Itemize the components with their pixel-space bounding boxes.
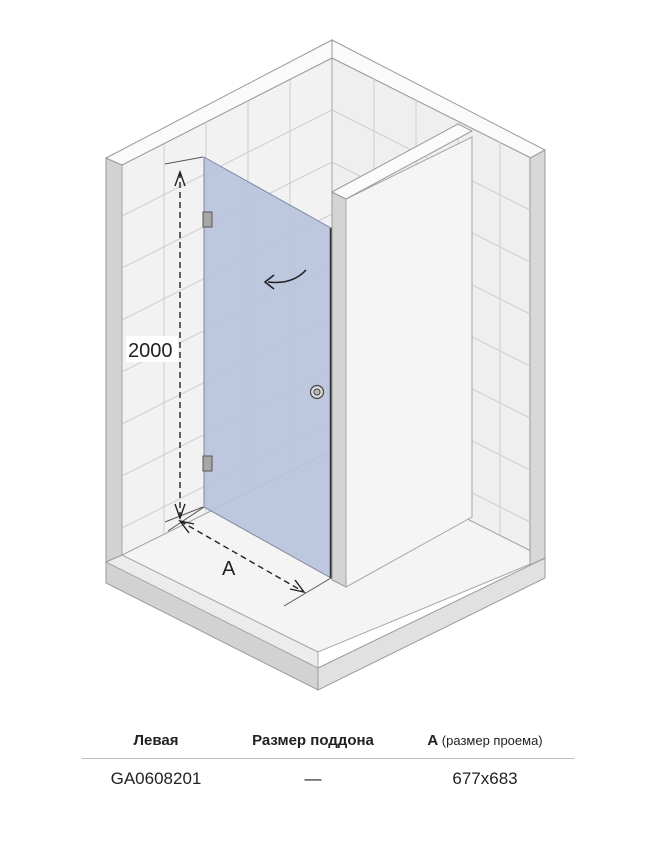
header-tray-size: Размер поддона — [252, 731, 374, 749]
width-dimension-label: A — [222, 558, 236, 580]
height-dimension-label: 2000 — [128, 340, 173, 362]
door-knob — [311, 386, 324, 399]
table-header — [82, 722, 574, 759]
table-row — [82, 759, 574, 799]
header-opening-size — [396, 732, 574, 749]
opening-size-cell: 677x683 — [452, 769, 518, 788]
glass-door — [203, 157, 331, 578]
front-partition-wall — [332, 124, 472, 587]
article-cell: GA0608201 — [110, 769, 202, 788]
specification-table — [82, 722, 574, 799]
header-opening-main: A — [427, 731, 438, 749]
header-opening-sub: (размер проема) — [441, 732, 543, 748]
header-left: Левая — [133, 731, 179, 749]
hinge-bottom — [203, 456, 212, 471]
tray-size-cell: — — [304, 769, 322, 788]
hinge-top — [203, 212, 212, 227]
